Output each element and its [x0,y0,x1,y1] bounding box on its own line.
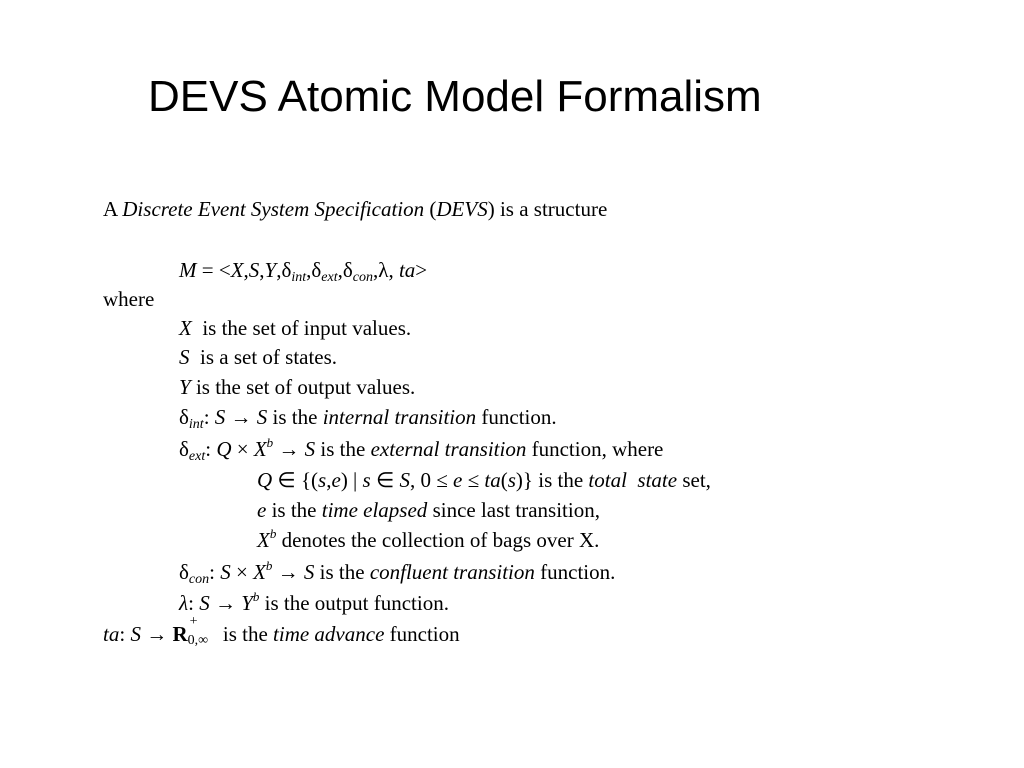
ta-ta: ta [103,622,120,646]
q-mid: ) | [340,468,363,492]
q-total: total state [588,468,678,492]
dext-is: is the [315,437,371,461]
e-is: is the [266,498,322,522]
dext-times: × [231,437,254,461]
tuple-c5: , [337,258,343,282]
lambda-colon: : [188,591,200,615]
lambda-arrow: → [209,591,242,615]
q-in2: ∈ [370,468,400,492]
ta-s: S [130,622,141,646]
xb-rest: denotes the collection of bags over X. [276,528,600,552]
tuple-c1: , [243,258,249,282]
ta-range: 0,∞ [187,633,209,648]
dcon-s2: S [303,560,315,584]
e-var: e [257,498,267,522]
lambda-y: Y [241,591,253,615]
lambda-s: S [199,591,210,615]
s-var: S [179,345,190,369]
dcon-times: × [230,560,254,584]
dcon-is: is the [314,560,370,584]
tuple-con: con [352,270,373,285]
dcon-name: confluent transition [369,560,535,584]
q-s2: s [362,468,371,492]
ta-colon: : [119,622,131,646]
dcon-x: X [253,560,266,584]
where-line: where [103,287,155,311]
tuple-c2: , [259,258,265,282]
dcon-s: S [220,560,231,584]
tuple-c7: , [388,258,399,282]
y-line [179,377,415,398]
dext-s: S [304,437,316,461]
lambda-l: λ [179,591,189,615]
q-s: s [318,468,327,492]
dext-colon: : [205,437,217,461]
intro-devs: DEVS [436,197,488,221]
dcon-colon: : [209,560,221,584]
ta-name: time advance [273,622,385,646]
slide-title: DEVS Atomic Model Formalism [148,72,762,121]
dcon-line [179,558,616,587]
s-line [179,347,337,368]
lambda-rest: is the output function. [259,591,449,615]
dcon-sub: con [188,572,210,587]
q-end: )} is the [515,468,589,492]
dext-b: b [266,435,274,450]
ta-fn: function [384,622,460,646]
dext-sub: ext [188,449,206,464]
tuple-d3: δ [342,258,353,282]
xb-x: X [257,528,270,552]
ta-r-scripts [187,614,218,648]
q-zero: , 0 ≤ [410,468,454,492]
intro-close: ) is a structure [487,197,608,221]
dint-s1: S [214,405,226,429]
dint-name: internal transition [322,405,477,429]
tuple-ta: ta [398,258,416,282]
q-set: S [399,468,410,492]
q-set-word: set, [677,468,711,492]
tuple-x: X [230,258,244,282]
ta-plus: + [189,614,198,629]
x-text: is the set of input values. [191,316,412,340]
q-comma: , [326,468,332,492]
tuple-d1: δ [281,258,292,282]
q-q: Q [257,468,273,492]
dext-q: Q [216,437,232,461]
q-line [257,470,711,491]
dext-line [179,435,664,464]
q-ta: ta [484,468,501,492]
tuple-c4: , [306,258,312,282]
dint-s2: S [256,405,268,429]
dext-name: external transition [370,437,527,461]
lambda-line [179,589,449,615]
tuple-d2: δ [311,258,322,282]
intro-a: A [103,197,123,221]
dint-arrow: → [225,405,257,429]
dcon-fn: function. [534,560,616,584]
tuple-c6: , [373,258,379,282]
e-rest: since last transition, [427,498,600,522]
x-line [179,318,411,339]
tuple-y: Y [264,258,277,282]
ta-line [103,614,460,648]
tuple-c3: , [276,258,282,282]
q-e2: e [453,468,463,492]
lambda-b: b [252,589,260,604]
dint-sub: int [188,417,204,432]
xb-line [257,526,600,552]
s-text: is a set of states. [189,345,338,369]
x-var: X [179,316,192,340]
q-in: ∈ {( [272,468,319,492]
tuple-lam: λ [378,258,389,282]
dint-fn: function. [476,405,557,429]
tuple-line [179,258,428,285]
dint-is: is the [267,405,323,429]
intro-spec: Discrete Event System Specification [122,197,425,221]
q-e: e [331,468,341,492]
ta-arrow: → [140,622,173,646]
dint-line [179,405,557,432]
dcon-b: b [265,558,273,573]
tuple-m: M [179,258,197,282]
dint-delta: δ [179,405,189,429]
dcon-arrow: → [272,560,304,584]
q-s3: s [507,468,516,492]
tuple-eq: = < [196,258,231,282]
intro-line [103,199,607,220]
xb-b: b [269,526,277,541]
tuple-s: S [248,258,260,282]
dint-colon: : [203,405,215,429]
dext-arrow: → [273,437,305,461]
ta-is: is the [217,622,274,646]
y-var: Y [179,375,191,399]
e-name: time elapsed [321,498,428,522]
ta-r: R [172,622,188,646]
dext-fn: function, where [526,437,664,461]
e-line [257,500,600,521]
q-paren: ( [500,468,508,492]
dext-x: X [253,437,267,461]
dext-delta: δ [179,437,189,461]
y-text: is the set of output values. [190,375,416,399]
tuple-ext: ext [321,270,338,285]
dcon-delta: δ [179,560,189,584]
q-le: ≤ [462,468,485,492]
tuple-gt: > [415,258,428,282]
tuple-int: int [291,270,307,285]
intro-open: ( [424,197,437,221]
